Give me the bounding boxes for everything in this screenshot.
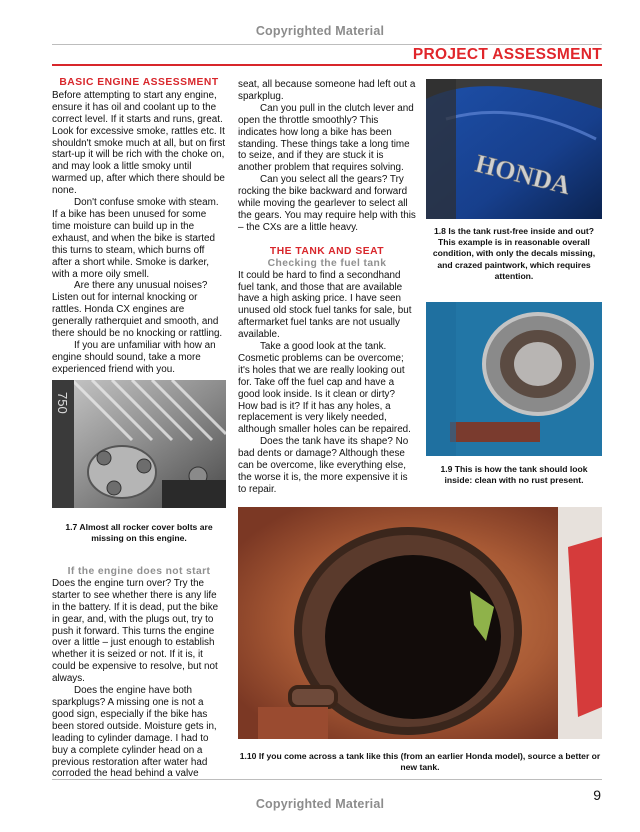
paragraph: Does the engine have both sparkplugs? A missing one is not a good sign, especially if the bike has been stored outside. Moisture gets in, leading to cylinder damage. I had to buy a complete cylinder head on a previous restoration after water had corroded the head behind a valve [52,685,217,780]
paragraph: Don't confuse smoke with steam. If a bike has been unused for some time moisture can build up in the exhaust, and when the bike is started this turns to steam, which burns off after a short while. Smoke is darker, with a more oily smell. [52,197,219,280]
photo-tank-inside-clean [426,302,602,456]
paragraph: seat, all because someone had left out a sparkplug. [238,79,416,102]
tank-badge-text: HONDA [472,148,574,201]
column-2 [238,79,416,496]
paragraph: It could be hard to find a secondhand fuel tank, and those that are available have a high asking price. I have seen unused old stock fuel tanks for sale, but aftermarket fuel tanks are not usually available. [238,269,412,341]
photo-rusty-tank [238,507,602,739]
paragraph: Before attempting to start any engine, ensure it has oil and coolant up to the correct level. If it starts and runs, great. Look for excessive smoke, rattles etc. It shouldn't smoke much at all, but on first start-up it will be rich with the choke on, and may look a little smoky until warmed up, after which there should be none. [52,89,226,197]
paragraph: Are there any unusual noises? Listen out for internal knocking or rattles. Honda CX engines are generally ratherquiet and smooth, and there should be no knocking or rattling. [52,280,223,340]
subheading-engine-not-start: If the engine does not start [67,566,211,577]
copyright-header: Copyrighted Material [255,24,385,38]
copyright-footer: Copyrighted Material [255,797,385,811]
section-title: PROJECT ASSESSMENT [412,46,602,63]
paragraph: Does the tank have its shape? No bad dents or damage? Although these can be overcome, like everything else, the worse it is, the more expensive it is to repair. [238,436,409,495]
photo-engine-rocker-cover [52,380,226,508]
photo-blue-tank [426,79,602,219]
page-number: 9 [593,787,601,803]
column-1-top [52,77,226,376]
column-1-bottom [52,566,226,780]
paragraph: Does the engine turn over? Try the starter to see whether there is any life in the battery. If it is dead, put the bike in gear, and, with the plugs out, try to push it forward. This turns the engine over a little – just enough to establish whether it is seized or not. If it is, it could be expensive to resolve, but not always. [52,577,219,685]
header-rule [52,44,602,45]
caption-1-8: 1.8 Is the tank rust-free inside and out? This example is in reasonable overall condition, with only the decals missing, and crazed paintwork, which requires attention. [432,226,596,281]
paragraph: Can you select all the gears? Try rocking the bike backward and forward while moving the gearlever to select all the gears. You may require help with this – the CXs are a little heavy. [238,174,416,233]
caption-1-10: 1.10 If you come across a tank like this (from an earlier Honda model), source a better or new tank. [239,751,601,773]
heading-basic-engine-assessment: BASIC ENGINE ASSESSMENT [59,77,219,88]
caption-1-7: 1.7 Almost all rocker cover bolts are missing on this engine. [65,522,213,544]
footer-rule [52,779,602,780]
paragraph: If you are unfamiliar with how an engine should sound, take a more experienced friend with you. [52,339,216,375]
caption-1-9: 1.9 This is how the tank should look inside: clean with no rust present. [440,464,588,486]
paragraph: Can you pull in the clutch lever and open the throttle smoothly? This indicates how long a bike has been standing. These things take a long time to seize, and if they are stuck it is another problem that requires solving. [238,102,414,174]
heading-tank-and-seat: THE TANK AND SEAT [269,245,385,257]
section-underline [52,64,602,66]
engine-cast-text: 750 [55,392,70,414]
subheading-checking-fuel-tank: Checking the fuel tank [267,257,387,269]
paragraph: Take a good look at the tank. Cosmetic problems can be overcome; it's holes that we are really looking out for. Take off the fuel cap and have a good look inside. Is it clean or dirty? How bad is it? If it has any holes, a replacement is very likely needed, although smaller holes can be repaired. [238,341,411,436]
